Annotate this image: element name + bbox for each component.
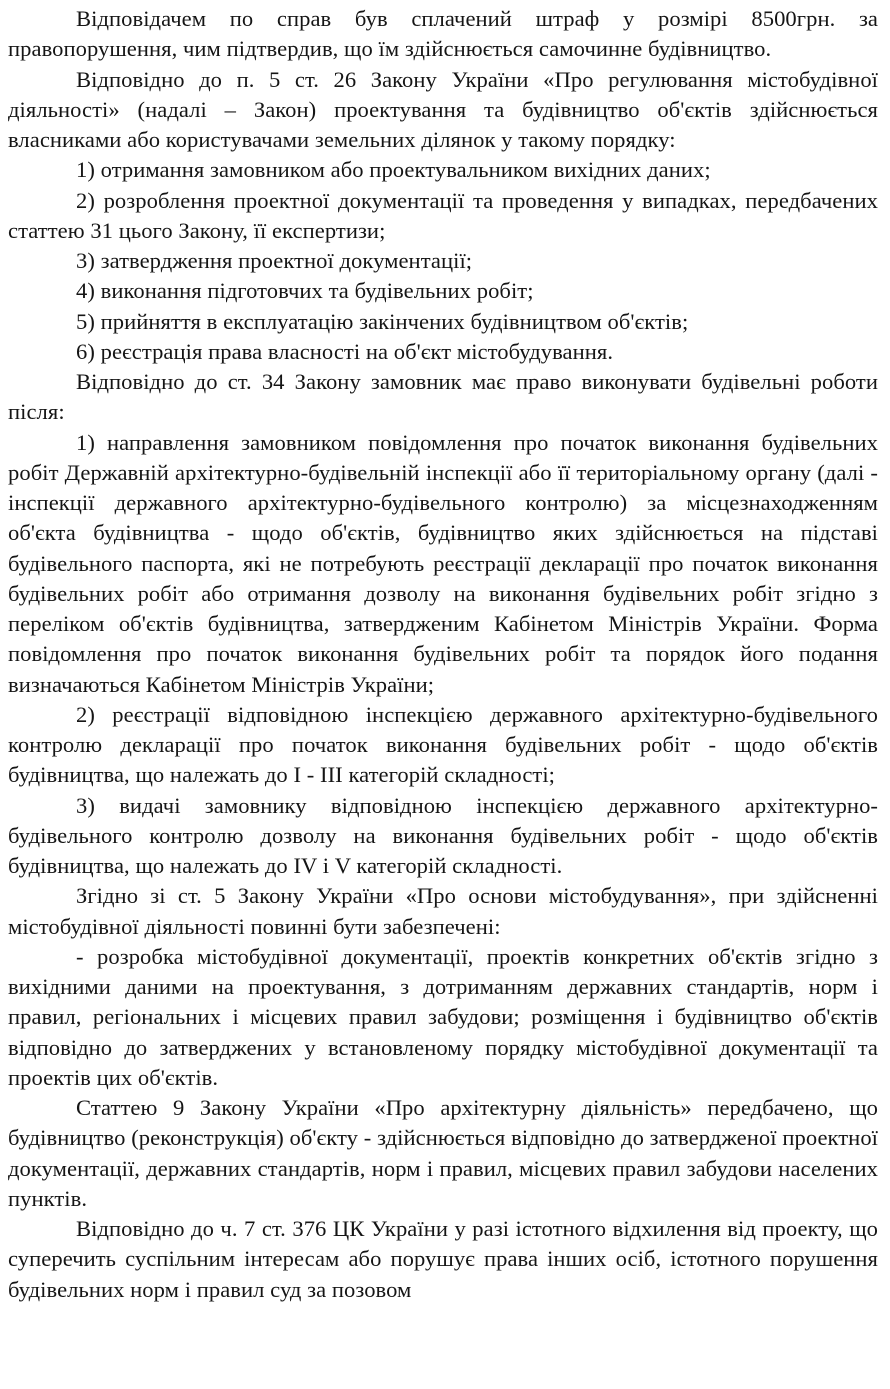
paragraph-article-34: Відповідно до ст. 34 Закону замовник має право виконувати будівельні роботи після:	[8, 369, 878, 425]
list-item: 3) видачі замовнику відповідною інспекцією державного архітектурно-будівельного контролю дозволу на виконання будівельних робіт - щодо об'єктів будівництва, що належать до IV і V категорій складності.	[8, 792, 878, 878]
list-item: 2) реєстрації відповідною інспекцією державного архітектурно-будівельного контролю декларації про початок виконання будівельних робіт - щодо об'єктів будівництва, що належать до I - III категорій складності;	[8, 701, 878, 788]
paragraph-article-26: Відповідно до п. 5 ст. 26 Закону України «Про регулювання містобудівної діяльності» (надалі – Закон) проектування та будівництво об'єктів здійснюється власниками або користувачами земельних ділянок у такому порядку:	[8, 66, 878, 152]
list-item: 1) отримання замовником або проектувальником вихідних даних;	[76, 157, 711, 183]
list-item: 3) затвердження проектної документації;	[76, 248, 473, 273]
list-item: - розробка містобудівної документації, проектів конкретних об'єктів згідно з вихідними даними на проектування, з дотриманням державних стандартів, норм і правил, регіональних і місцевих правил забудови; розміщення і будівництво об'єктів відповідно до затверджених у встановленому порядку містобудівної документації та проектів цих об'єктів.	[8, 943, 878, 1090]
paragraph-article-5: Згідно зі ст. 5 Закону України «Про основи містобудування», при здійсненні містобудівної діяльності повинні бути забезпечені:	[8, 883, 878, 939]
list-item: 1) направлення замовником повідомлення про початок виконання будівельних робіт Державній архітектурно-будівельній інспекції або її територіальному органу (далі - інспекції державного архітектурно-будівельного контролю) за місцезнаходженням об'єкта будівництва - щодо об'єктів, будівництво яких здійснюється на підставі будівельного паспорта, які не потребують реєстрації декларації про початок виконання будівельних робіт або отримання дозволу на виконання будівельних робіт згідно з переліком об'єктів будівництва, затвердженим Кабінетом Міністрів України. Форма повідомлення про початок виконання будівельних робіт та порядок його подання визначаються Кабінетом Міністрів України;	[8, 429, 878, 697]
list-item: 4) виконання підготовчих та будівельних робіт;	[76, 278, 534, 304]
list-item: 6) реєстрація права власності на об'єкт містобудування.	[76, 338, 614, 364]
paragraph-fine-payment: Відповідачем по справ був сплачений штраф у розмірі 8500грн. за правопорушення, чим підтвердив, що їм здійснюється самочинне будівництво.	[8, 6, 878, 62]
paragraph-article-376: Відповідно до ч. 7 ст. 376 ЦК України у разі істотного відхилення від проекту, що суперечить суспільним інтересам або порушує права інших осіб, істотного порушення будівельних норм і правил суд за позовом	[8, 1216, 878, 1302]
document-body	[8, 4, 878, 1305]
list-item: 5) прийняття в експлуатацію закінчених будівництвом об'єктів;	[76, 308, 689, 334]
list-item: 2) розроблення проектної документації та проведення у випадках, передбачених статтею 31 цього Закону, її експертизи;	[8, 187, 878, 243]
paragraph-article-9: Статтею 9 Закону України «Про архітектурну діяльність» передбачено, що будівництво (реконструкція) об'єкту - здійснюється відповідно до затвердженої проектної документації, державних стандартів, норм і правил, місцевих правил забудови населених пунктів.	[8, 1095, 878, 1211]
